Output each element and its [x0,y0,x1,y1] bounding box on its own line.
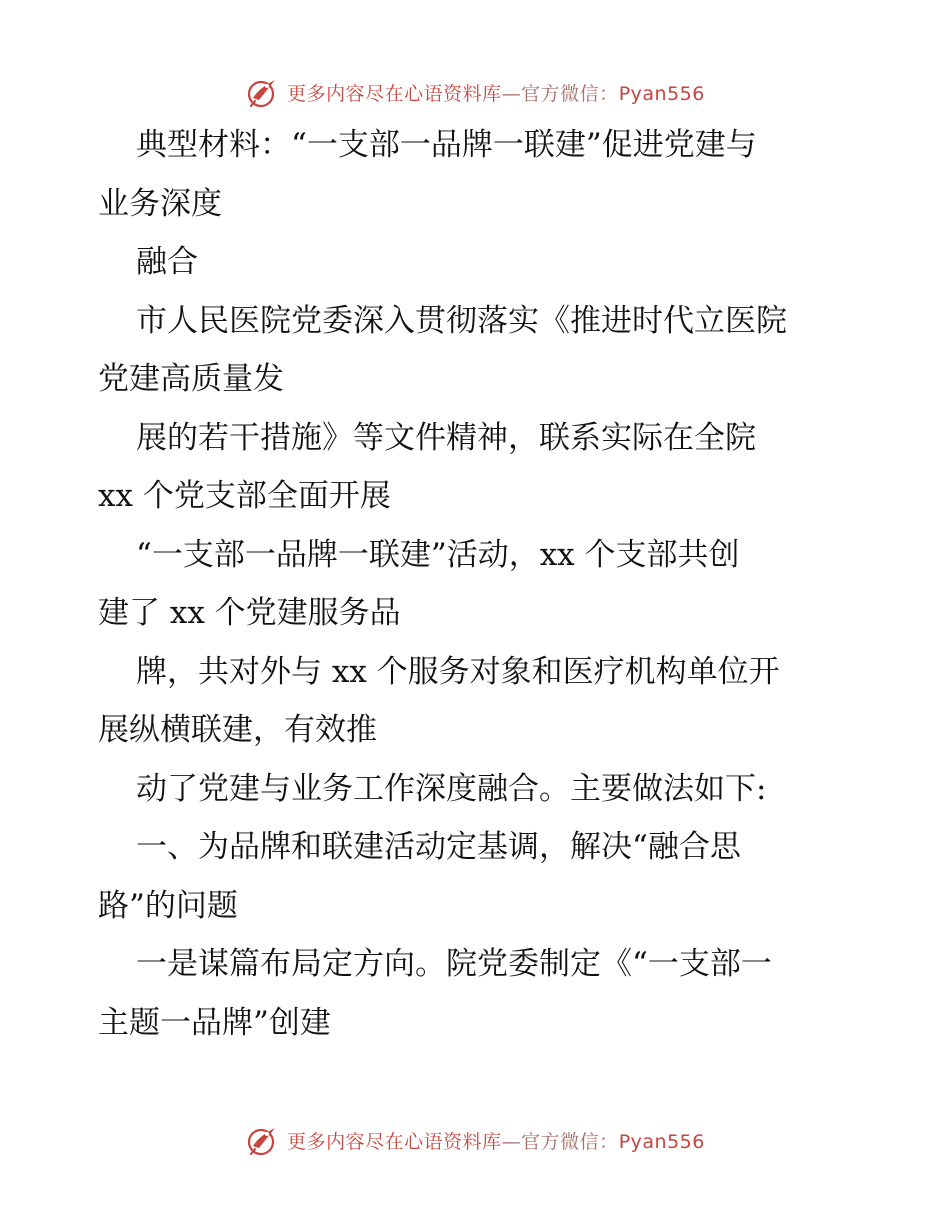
doc-line: 党建高质量发 [98,361,284,397]
header-watermark-text [287,79,705,106]
document-body [98,116,858,1052]
footer-watermark-banner [0,1120,950,1160]
doc-line: xx 个党支部全面开展 [98,478,391,514]
header-dash: — [501,82,522,105]
footer-watermark-text [287,1127,705,1154]
doc-line: “一支部一品牌一联建”活动，xx 个支部共创 [136,536,740,573]
doc-line: 融合 [136,244,198,280]
doc-line: 展的若干措施》等文件精神，联系实际在全院 [136,419,756,456]
doc-line: 建了 xx 个党建服务品 [98,595,401,631]
footer-wechat-label: 官方微信： [521,1130,619,1153]
doc-line: 路”的问题 [98,887,238,924]
footer-site-text: 更多内容尽在心语资料库 [287,1130,502,1153]
quill-pen-logo-icon [245,1122,281,1158]
doc-line: 一是谋篇布局定方向。院党委制定《“一支部一 [136,946,772,982]
doc-line-section-heading: 一、为品牌和联建活动定基调，解决“融合思 [136,829,741,865]
header-wechat-id: Pyan556 [618,82,705,105]
header-site-text: 更多内容尽在心语资料库 [287,82,502,105]
quill-pen-logo-icon [245,74,281,110]
doc-line: 业务深度 [98,185,222,222]
header-wechat-label: 官方微信： [521,82,619,105]
doc-line: 动了党建与业务工作深度融合。主要做法如下: [136,770,767,807]
footer-dash: — [501,1130,522,1153]
header-watermark-banner [0,72,950,112]
doc-line: 主题一品牌”创建 [98,1004,331,1041]
doc-line: 展纵横联建，有效推 [98,712,377,748]
doc-line: 牌，共对外与 xx 个服务对象和医疗机构单位开 [136,653,780,690]
footer-wechat-id: Pyan556 [618,1130,705,1153]
doc-line: 市人民医院党委深入贯彻落实《推进时代立医院 [136,302,787,339]
doc-line-title: 典型材料：“一支部一品牌一联建”促进党建与 [136,127,757,163]
